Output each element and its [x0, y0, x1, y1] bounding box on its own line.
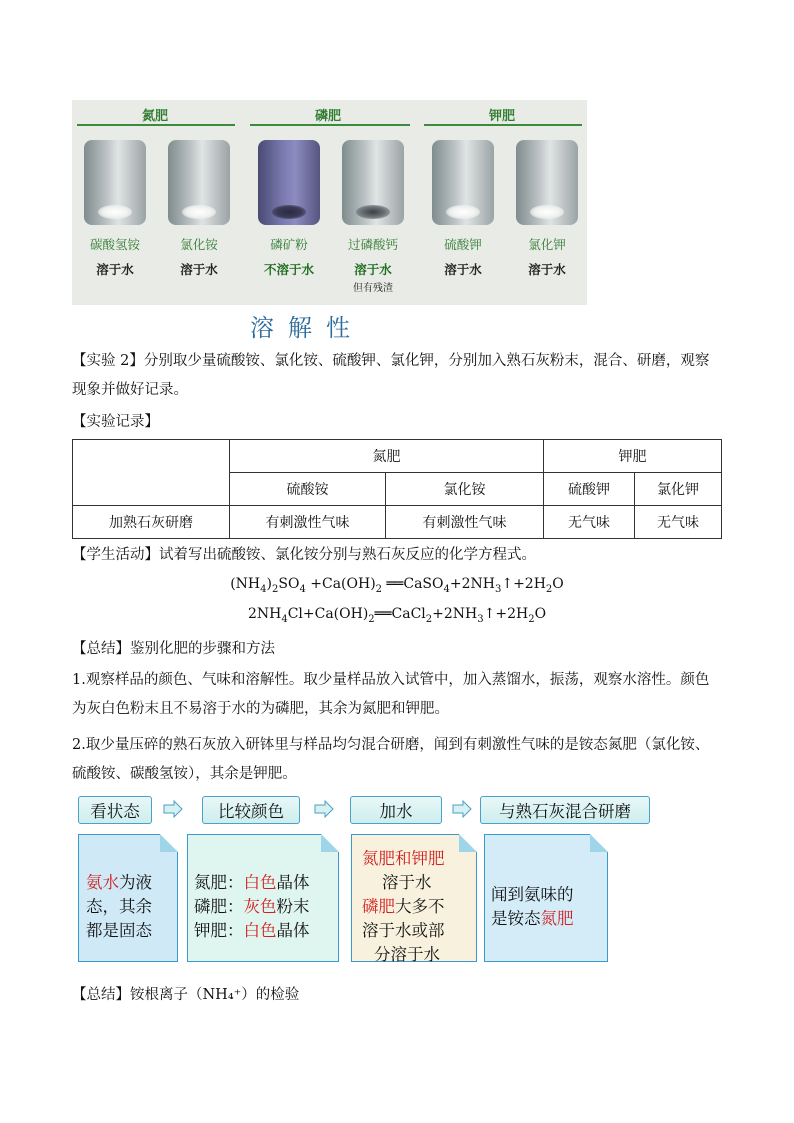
- table-subheader: 氯化铵: [386, 473, 544, 506]
- flow-box-grind: 闻到氨味的 是铵态氮肥: [484, 834, 608, 962]
- ammonia-water-text: 氨水: [86, 873, 119, 892]
- arrow-right-icon: [452, 800, 472, 818]
- tube-solubility: 溶于水: [528, 262, 566, 277]
- tube-name: 过磷酸钙: [347, 237, 398, 252]
- flow-step-add-water: 加水: [350, 796, 442, 824]
- table-subheader: 氯化钾: [635, 473, 722, 506]
- table-subheader: 硫酸钾: [544, 473, 635, 506]
- table-subheader: 硫酸铵: [230, 473, 386, 506]
- experiment-record-table: [72, 439, 722, 539]
- flow-box-state: 氨水为液 态，其余 都是固态: [78, 834, 178, 962]
- group-label-nitrogen: 氮肥: [141, 109, 168, 124]
- summary-1-paragraph-2: 2.取少量压碎的熟石灰放入研钵里与样品均匀混合研磨，闻到有刺激性气味的是铵态氮肥（氯化铵、硫酸铵、碳酸氢铵），其余是钾肥。: [72, 737, 710, 782]
- tube-solubility: 溶于水: [96, 262, 134, 277]
- test-tube: [258, 140, 320, 225]
- flow-box-color: 氮肥：白色晶体 磷肥：灰色粉末 钾肥：白色晶体: [187, 834, 339, 962]
- tube-solubility: 不溶于水: [263, 262, 314, 277]
- group-label-potassium: 钾肥: [488, 109, 515, 124]
- record-label: 【实验记录】: [72, 414, 159, 430]
- figure-caption: 溶解性: [250, 314, 364, 342]
- experiment-2-text: 【实验 2】分别取少量硫酸铵、氯化铵、硫酸钾、氯化钾，分别加入熟石灰粉末，混合、研磨，观察现象并做好记录。: [72, 353, 710, 398]
- tube-name: 硫酸钾: [444, 237, 482, 252]
- test-tube: [342, 140, 404, 225]
- table-empty-corner: [73, 440, 230, 506]
- tube-solubility: 溶于水: [180, 262, 218, 277]
- flow-step-grind-with-lime: 与熟石灰混合研磨: [480, 796, 650, 824]
- tube-name: 氯化钾: [528, 237, 566, 252]
- equation-ammonium-chloride: $2NH_4Cl+Ca(OH)_2══CaCl_2+2NH_3↑+2H_2O$: [247, 606, 547, 625]
- test-tube: [84, 140, 146, 225]
- test-tube: [516, 140, 578, 225]
- tube-name: 磷矿粉: [270, 237, 308, 252]
- summary-1-title: 【总结】鉴别化肥的步骤和方法: [72, 641, 275, 657]
- group-underline: [424, 124, 582, 126]
- tube-name: 碳酸氢铵: [89, 237, 140, 252]
- summary-2-title: 【总结】铵根离子（NH₄⁺）的检验: [72, 987, 300, 1003]
- equation-ammonium-sulfate: $(NH_4)_2SO_4 +Ca(OH)_2$ $══CaSO_4+2NH_3↑+2H_2O$: [230, 576, 564, 595]
- flow-step-observe-state: 看状态: [78, 796, 152, 824]
- student-activity-text: 【学生活动】试着写出硫酸铵、氯化铵分别与熟石灰反应的化学方程式。: [72, 547, 536, 563]
- test-tube: [432, 140, 494, 225]
- arrow-right-icon: [163, 800, 183, 818]
- tube-note: 但有残渣: [353, 283, 393, 294]
- test-tube: [168, 140, 230, 225]
- table-cell: 无气味: [635, 506, 722, 539]
- arrow-right-icon: [314, 800, 334, 818]
- table-header-nitrogen: 氮肥: [230, 440, 544, 473]
- solubility-figure: [72, 100, 587, 305]
- table-row-label: 加熟石灰研磨: [73, 506, 230, 539]
- group-underline: [77, 124, 235, 126]
- flow-box-water: 氮肥和钾肥 溶于水 磷肥大多不 溶于水或部 分溶于水: [351, 834, 477, 962]
- group-label-phosphorus: 磷肥: [314, 109, 341, 124]
- table-cell: 无气味: [544, 506, 635, 539]
- tube-solubility: 溶于水: [354, 262, 392, 277]
- flow-step-compare-color: 比较颜色: [202, 796, 300, 824]
- tube-solubility: 溶于水: [444, 262, 482, 277]
- group-underline: [250, 124, 410, 126]
- tube-name: 氯化铵: [180, 237, 218, 252]
- table-cell: 有刺激性气味: [386, 506, 544, 539]
- table-cell: 有刺激性气味: [230, 506, 386, 539]
- table-header-potassium: 钾肥: [544, 440, 722, 473]
- summary-1-paragraph-1: 1.观察样品的颜色、气味和溶解性。取少量样品放入试管中，加入蒸馏水，振荡，观察水溶性。颜色为灰白色粉末且不易溶于水的为磷肥，其余为氮肥和钾肥。: [72, 672, 710, 717]
